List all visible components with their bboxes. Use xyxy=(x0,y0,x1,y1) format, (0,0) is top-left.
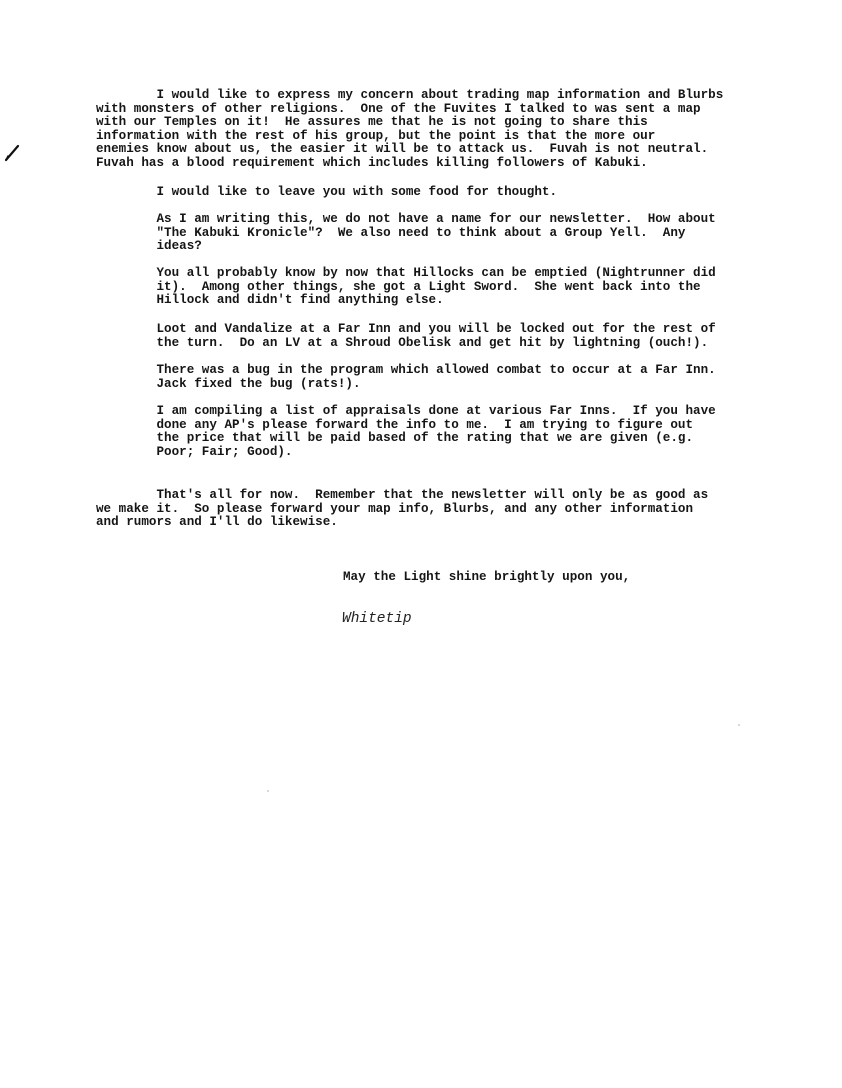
margin-check-mark-icon xyxy=(4,143,20,163)
signature: Whitetip xyxy=(342,611,412,627)
scan-speck xyxy=(267,790,269,792)
paragraph-food-for-thought: I would like to leave you with some food for thought. xyxy=(96,185,558,199)
paragraph-closing-remarks: That's all for now. Remember that the newsletter will only be as good as we make it. So please forward your map info, Blurbs, and any other information and rumors and I'll do likewise. xyxy=(96,488,709,530)
paragraph-newsletter-name: As I am writing this, we do not have a name for our newsletter. How about "The Kabuki Kronicle"? We also need to think about a Group Yell. Any ideas? xyxy=(156,212,716,254)
paragraph-loot-vandalize: Loot and Vandalize at a Far Inn and you will be locked out for the rest of the turn. Do an LV at a Shroud Obelisk and get hit by lightning (ouch!). xyxy=(156,322,716,350)
paragraph-bug: There was a bug in the program which allowed combat to occur at a Far Inn. Jack fixed the bug (rats!). xyxy=(156,363,716,391)
paragraph-concern: I would like to express my concern about trading map information and Blurbs with monsters of other religions. One of the Fuvites I talked to was sent a map with our Temples on it! He assures me that he is not going to share this information with the rest of his group, but the point is that the more our enemies know about us, the easier it will be to attack us. Fuvah is not neutral. Fuvah has a blood requirement which includes killing followers of Kabuki. xyxy=(96,88,724,170)
closing-line: May the Light shine brightly upon you, xyxy=(343,570,631,584)
paragraph-hillocks: You all probably know by now that Hillocks can be emptied (Nightrunner did it). Among other things, she got a Light Sword. She went back into the Hillock and didn't find anything else. xyxy=(156,266,716,308)
scan-speck xyxy=(738,724,740,726)
paragraph-appraisals: I am compiling a list of appraisals done at various Far Inns. If you have done any AP's please forward the info to me. I am trying to figure out the price that will be paid based of the rating that we are given (e.g. Poor; Fair; Good). xyxy=(156,404,716,459)
